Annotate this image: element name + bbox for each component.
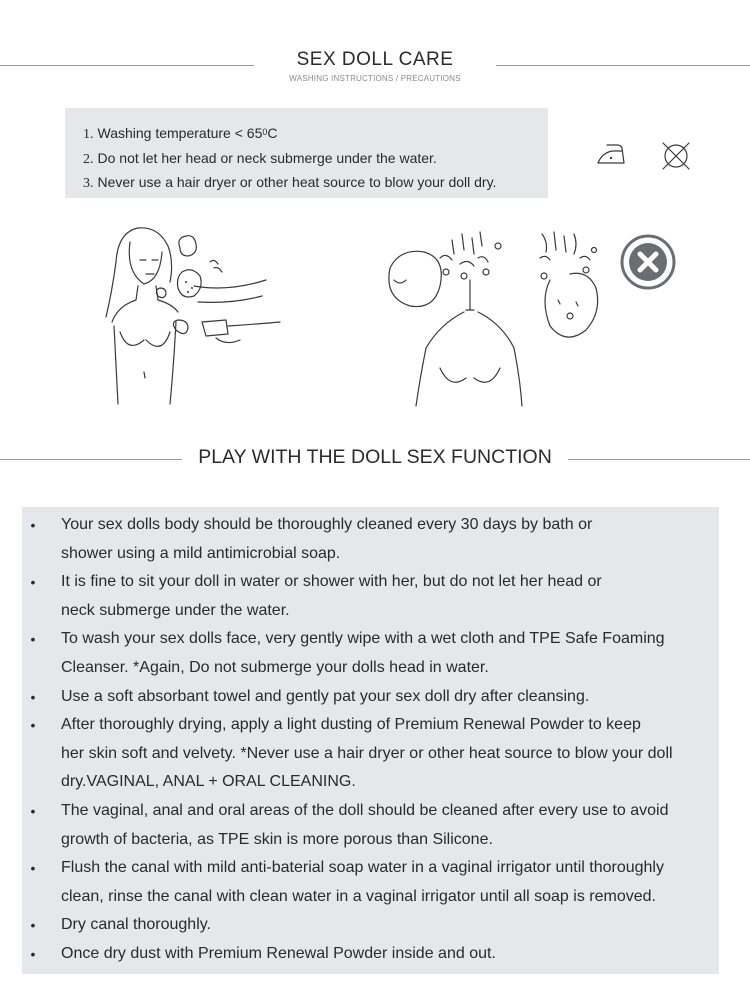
list-item: • After thoroughly drying, apply a light dusting of Premium Renewal Powder to keep her skin soft and velvety. *Never use a hair dryer or other heat source to blow your doll dry.VAGINAL, ANAL + ORAL CLEANING.: [30, 716, 673, 791]
washing-instructions-box: [65, 108, 548, 198]
care-title: SEX DOLL CARE: [296, 49, 454, 70]
list-item: • Your sex dolls body should be thoroughly cleaned every 30 days by bath or shower using a mild antimicrobial soap.: [30, 516, 593, 562]
head-removal-illustration: [380, 228, 540, 408]
list-item: • Once dry dust with Premium Renewal Powder inside and out.: [30, 944, 496, 962]
head-submerge-illustration: [530, 230, 610, 346]
cleaning-instructions-box: [22, 507, 719, 974]
iron-icon: [596, 142, 626, 166]
instruction-item: 1. Washing temperature < $65^0C$: [83, 125, 278, 142]
list-item: • The vaginal, anal and oral areas of the doll should be cleaned after every use to avoid growth of bacteria, as TPE skin is more porous than Silicone.: [30, 801, 669, 848]
prohibited-x-icon: [620, 234, 676, 290]
cleaning-instructions-list: [22, 511, 719, 969]
list-item: • Flush the canal with mild anti-baterial soap water in a vaginal irrigator until thoroughly clean, rinse the canal with clean water in a vaginal irrigator until all soap is removed.: [30, 859, 664, 905]
washing-instructions-list: [83, 122, 496, 196]
care-subtitle: WASHING INSTRUCTIONS / PRECAUTIONS: [289, 74, 461, 83]
list-item: • To wash your sex dolls face, very gently wipe with a wet cloth and TPE Safe Foaming Cleanser. *Again, Do not submerge your dolls head in water.: [30, 630, 665, 676]
list-item: • Dry canal thoroughly.: [30, 916, 211, 934]
function-title: PLAY WITH THE DOLL SEX FUNCTION: [198, 446, 552, 468]
instruction-item: 2. Do not let her head or neck submerge under the water.: [83, 149, 437, 167]
list-item: • It is fine to sit your doll in water or shower with her, but do not let her head or neck submerge under the water.: [30, 573, 602, 619]
instruction-item: 3. Never use a hair dryer or other heat source to blow your doll dry.: [83, 174, 497, 191]
list-item: • Use a soft absorbant towel and gently pat your sex doll dry after cleansing.: [30, 687, 590, 705]
no-tumble-dry-icon: [660, 140, 692, 172]
washing-body-illustration: [98, 222, 288, 408]
